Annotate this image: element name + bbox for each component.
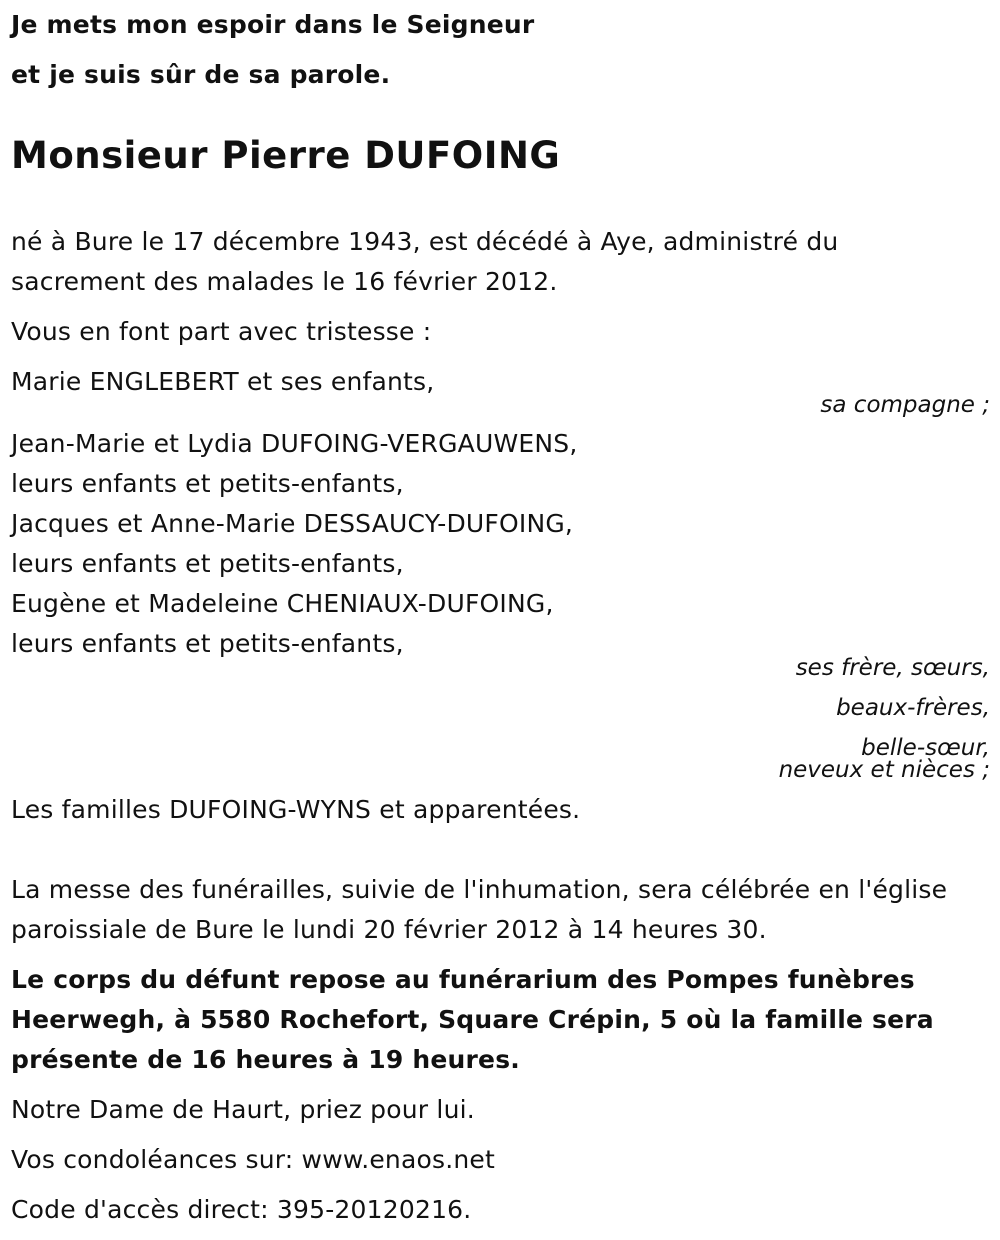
- intro-line-1: né à Bure le 17 décembre 1943, est décédé à Aye, administré du: [11, 227, 839, 256]
- sibling-line-1: Jean-Marie et Lydia DUFOING-VERGAUWENS,: [11, 429, 578, 458]
- other-families-text: Les familles DUFOING-WYNS et apparentées.: [11, 795, 581, 824]
- sibling-line-6: leurs enfants et petits-enfants,: [11, 629, 404, 658]
- announce-text: Vous en font part avec tristesse :: [11, 317, 432, 346]
- intro-line-2: sacrement des malades le 16 février 2012.: [11, 267, 558, 296]
- condolences-text: Vos condoléances sur: www.enaos.net: [11, 1145, 495, 1174]
- mass-line-2: paroissiale de Bure le lundi 20 février 2012 à 14 heures 30.: [11, 915, 767, 944]
- funeral-home-line-1: Le corps du défunt repose au funérarium des Pompes funèbres: [11, 965, 915, 994]
- sibling-role-3: belle-sœur,: [861, 735, 990, 761]
- sibling-role-2: beaux-frères,: [836, 695, 990, 721]
- sibling-line-2: leurs enfants et petits-enfants,: [11, 469, 404, 498]
- companion-text: Marie ENGLEBERT et ses enfants,: [11, 367, 435, 396]
- mass-line-1: La messe des funérailles, suivie de l'inhumation, sera célébrée en l'église: [11, 875, 948, 904]
- sibling-role-1: ses frère, sœurs,: [795, 655, 990, 681]
- deceased-name: Monsieur Pierre DUFOING: [11, 134, 561, 177]
- epigraph-line-2: et je suis sûr de sa parole.: [11, 60, 391, 89]
- funeral-home-line-3: présente de 16 heures à 19 heures.: [11, 1045, 520, 1074]
- sibling-line-3: Jacques et Anne-Marie DESSAUCY-DUFOING,: [11, 509, 574, 538]
- sibling-role-4: neveux et nièces ;: [778, 757, 990, 783]
- companion-role: sa compagne ;: [820, 392, 990, 418]
- sibling-line-4: leurs enfants et petits-enfants,: [11, 549, 404, 578]
- epigraph-line-1: Je mets mon espoir dans le Seigneur: [11, 10, 535, 39]
- prayer-text: Notre Dame de Haurt, priez pour lui.: [11, 1095, 475, 1124]
- access-code-text: Code d'accès direct: 395-20120216.: [11, 1195, 472, 1224]
- funeral-home-line-2: Heerwegh, à 5580 Rochefort, Square Crépin, 5 où la famille sera: [11, 1005, 934, 1034]
- sibling-line-5: Eugène et Madeleine CHENIAUX-DUFOING,: [11, 589, 554, 618]
